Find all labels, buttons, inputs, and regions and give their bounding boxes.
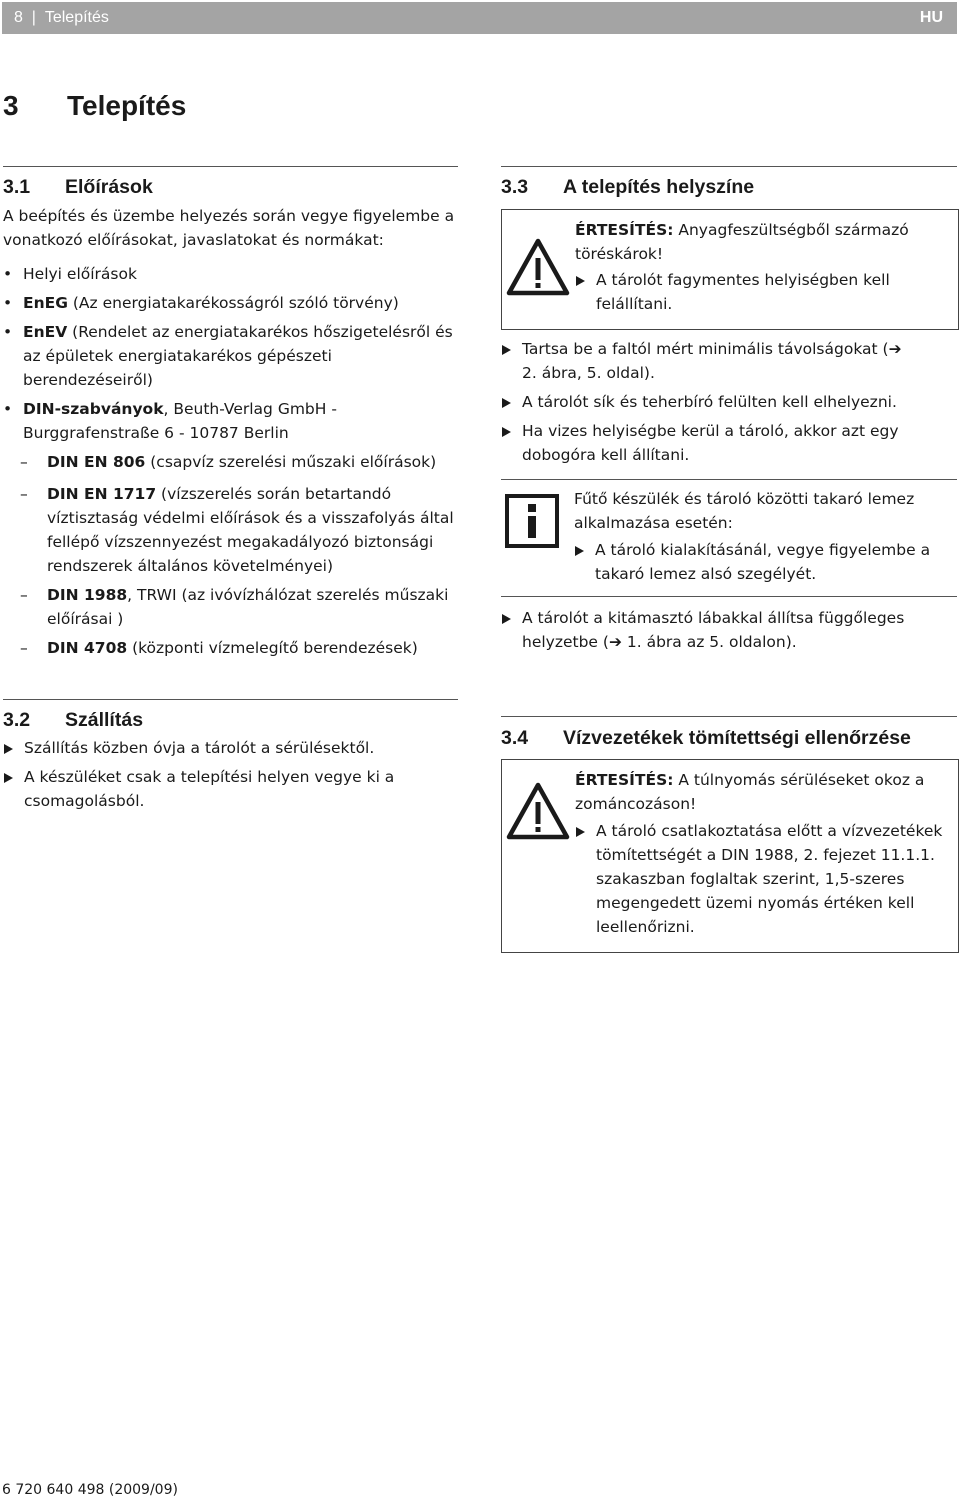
notice-message: ÉRTESÍTÉS: Anyagfeszültségből származó töréskárok! xyxy=(575,221,909,263)
header-lang: HU xyxy=(919,9,943,26)
list-item: A tárolót fagymentes helyiségben kell felállítani. xyxy=(575,268,952,316)
notice-text xyxy=(575,768,952,939)
notice-box xyxy=(501,759,959,953)
divider xyxy=(3,699,458,700)
section-3-2 xyxy=(3,707,423,813)
divider xyxy=(3,166,458,167)
section-heading: 3.3 A telepítés helyszíne xyxy=(501,176,755,198)
location-steps xyxy=(501,337,921,467)
list-item: Ha vizes helyiségbe kerül a tároló, akkor azt egy dobogóra kell állítani. xyxy=(501,419,921,467)
section-3-1 xyxy=(3,174,461,660)
info-text xyxy=(574,487,951,586)
divider xyxy=(501,716,957,717)
list-item: – DIN EN 1717 (vízszerelés során betartandó víztisztaság védelmi előírások és a visszafolyás által fellépő vízszennyezést megakadályozó biztonsági rendszerek általános követelményei) xyxy=(3,482,461,578)
list-item: – DIN 1988, TRWI (az ivóvízhálózat szerelés műszaki előírásai ) xyxy=(3,583,461,631)
list-item: A tárolót a kitámasztó lábakkal állítsa függőleges helyzetbe (➔ 1. ábra az 5. oldalon). xyxy=(501,606,921,654)
header-left: 8 | Telepítés xyxy=(14,9,109,26)
list-item: A tárolót sík és teherbíró felülten kell elhelyezni. xyxy=(501,390,921,414)
final-step xyxy=(501,606,921,654)
list-item: • EnEG (Az energiatakarékosságról szóló törvény) xyxy=(3,291,461,315)
info-actions xyxy=(574,538,951,586)
final-list xyxy=(501,606,921,654)
list-item: • EnEV (Rendelet az energiatakarékos hőszigetelésről és az épületek energiatakarékos gépészeti berendezéseiről) xyxy=(3,320,461,392)
divider xyxy=(501,166,957,167)
location-list xyxy=(501,337,921,467)
warning-icon xyxy=(506,782,570,840)
din-standard-list xyxy=(3,450,461,660)
info-icon xyxy=(505,494,559,548)
list-item: A tároló csatlakoztatása előtt a vízvezetékek tömítettségét a DIN 1988, 2. fejezet 11.1.1. szakaszban foglaltak szerint, 1,5-szeres megengedett üzemi nyomás értéken kell leellenőrizni. xyxy=(575,819,952,939)
page-header xyxy=(2,2,957,34)
list-item: • Helyi előírások xyxy=(3,262,461,286)
warning-icon xyxy=(506,238,570,296)
info-box xyxy=(501,486,957,590)
list-item: • DIN-szabványok, Beuth-Verlag GmbH - Burggrafenstraße 6 - 10787 Berlin xyxy=(3,397,461,445)
notice-text xyxy=(575,218,952,316)
notice-box xyxy=(501,209,959,330)
notice-actions xyxy=(575,268,952,316)
section-heading: 3.2 Szállítás xyxy=(3,709,144,731)
section-heading: 3.4 Vízvezetékek tömítettségi ellenőrzése xyxy=(501,727,911,749)
footer-docnum: 6 720 640 498 (2009/09) xyxy=(2,1482,178,1498)
notice-actions xyxy=(575,819,952,939)
info-message: Fűtő készülék és tároló közötti takaró lemez alkalmazása esetén: xyxy=(574,490,915,532)
list-item: – DIN EN 806 (csapvíz szerelési műszaki előírások) xyxy=(3,450,461,474)
notice-message: ÉRTESÍTÉS: A túlnyomás sérüléseket okoz a zománcozáson! xyxy=(575,771,925,813)
list-item: A tároló kialakításánál, vegye figyelembe a takaró lemez alsó szegélyét. xyxy=(574,538,951,586)
list-item: – DIN 4708 (központi vízmelegítő berendezések) xyxy=(3,636,461,660)
list-item: Szállítás közben óvja a tárolót a sérülésektől. xyxy=(3,736,423,760)
section-3-3 xyxy=(501,174,957,200)
divider xyxy=(501,479,957,480)
list-item: A készüléket csak a telepítési helyen vegye ki a csomagolásból. xyxy=(3,765,423,813)
divider xyxy=(501,596,957,597)
regulation-list xyxy=(3,262,461,445)
section-3-4 xyxy=(501,725,959,751)
section-intro: A beépítés és üzembe helyezés során vegye figyelembe a vonatkozó előírásokat, javaslatokat és normákat: xyxy=(3,207,455,249)
list-item: Tartsa be a faltól mért minimális távolságokat (➔ 2. ábra, 5. oldal). xyxy=(501,337,921,385)
section-heading: 3.1 Előírások xyxy=(3,176,153,198)
chapter-title: 3 Telepítés xyxy=(3,90,187,121)
transport-list xyxy=(3,736,423,813)
